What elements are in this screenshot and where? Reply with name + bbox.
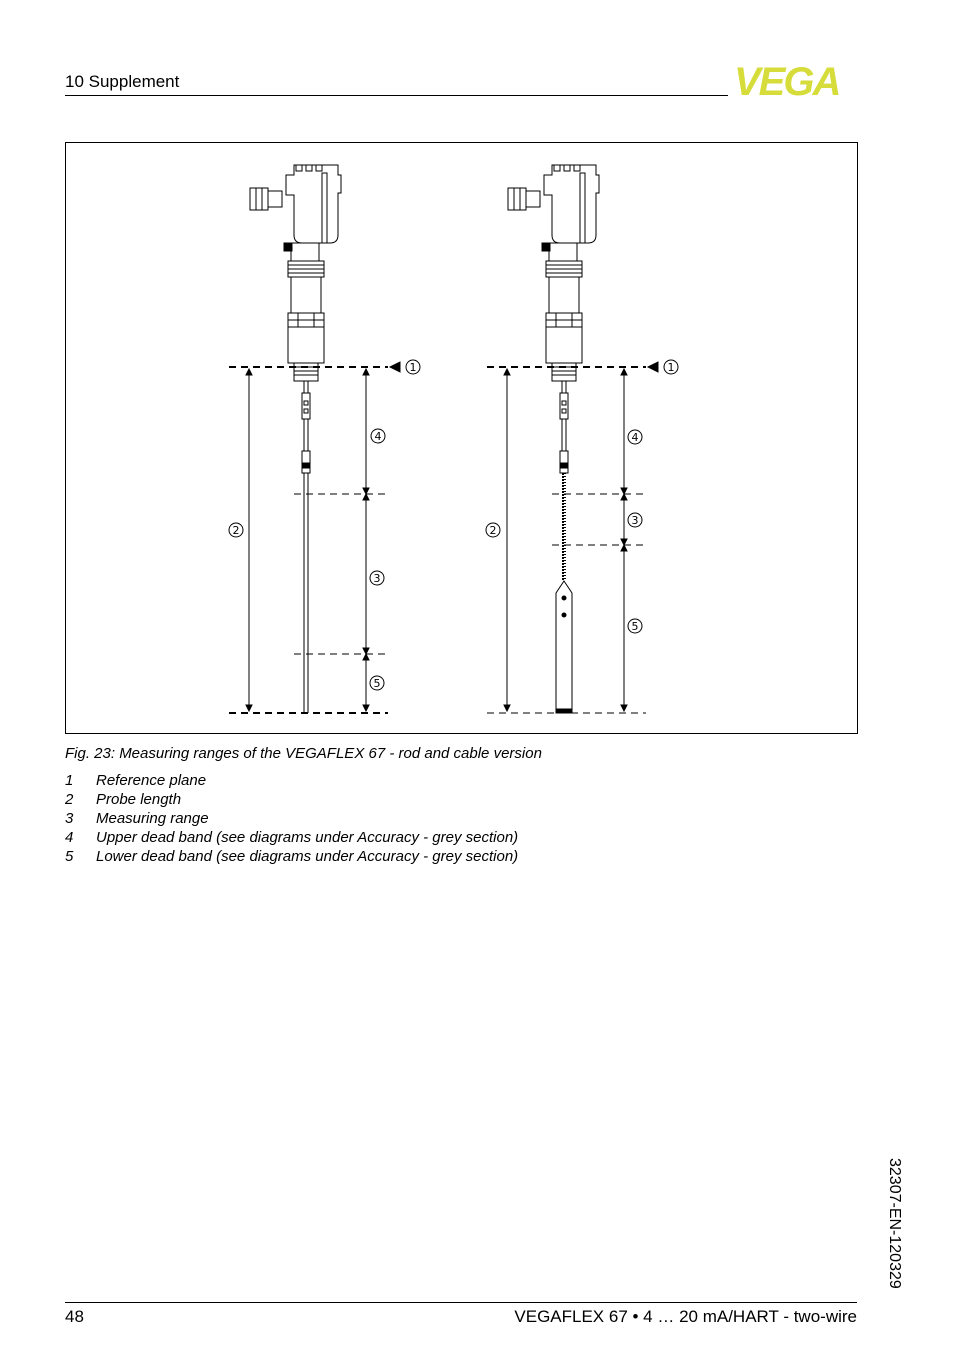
document-id: 32307-EN-120329	[886, 1158, 903, 1289]
legend-text: Upper dead band (see diagrams under Accuracy - grey section)	[96, 829, 519, 846]
legend-number: 4	[65, 829, 74, 846]
header-rule	[65, 95, 728, 96]
figure-frame	[65, 142, 858, 734]
rod-markers	[229, 360, 420, 690]
logo-text: VEGA	[734, 60, 840, 104]
marker-5-cable: 5	[631, 620, 639, 633]
marker-4-rod: 4	[374, 430, 382, 443]
marker-4-cable: 4	[631, 431, 639, 444]
legend-number: 5	[65, 848, 74, 865]
legend-text: Probe length	[96, 791, 182, 808]
figure-legend	[65, 771, 518, 866]
legend-text: Lower dead band (see diagrams under Accuracy - grey section)	[96, 848, 519, 865]
marker-5-rod: 5	[373, 677, 381, 690]
legend-item	[65, 828, 518, 847]
marker-2-rod: 2	[232, 524, 240, 537]
cable-markers	[486, 360, 678, 633]
page-number: 48	[65, 1307, 84, 1326]
legend-item	[65, 771, 518, 790]
legend-text: Measuring range	[96, 810, 209, 827]
vega-logo	[734, 60, 858, 104]
marker-1-rod: 1	[409, 361, 417, 374]
legend-item	[65, 790, 518, 809]
marker-3-cable: 3	[631, 514, 639, 527]
probe-drawing	[66, 143, 857, 733]
marker-3-rod: 3	[373, 572, 381, 585]
legend-text: Reference plane	[96, 772, 207, 789]
marker-1-cable: 1	[667, 361, 675, 374]
legend-item	[65, 809, 518, 828]
section-header: 10 Supplement	[65, 72, 180, 91]
legend-item	[65, 847, 518, 866]
legend-number: 1	[65, 772, 74, 789]
footer-rule	[65, 1302, 857, 1303]
figure-caption: Fig. 23: Measuring ranges of the VEGAFLEX 67 - rod and cable version	[65, 745, 542, 762]
footer-title: VEGAFLEX 67 • 4 … 20 mA/HART - two-wire	[514, 1307, 857, 1326]
marker-2-cable: 2	[489, 524, 497, 537]
legend-number: 2	[65, 791, 74, 808]
legend-number: 3	[65, 810, 74, 827]
